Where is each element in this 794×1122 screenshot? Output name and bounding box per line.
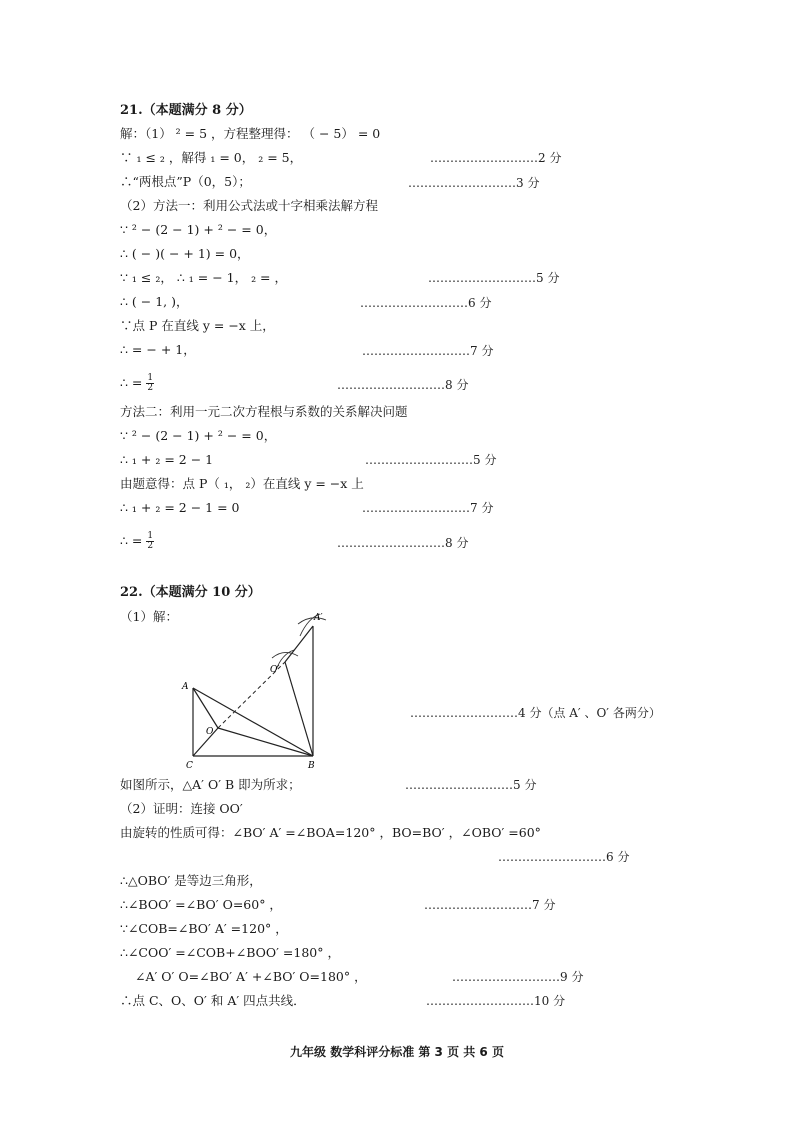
- score-mark: ………………………6 分: [498, 850, 630, 864]
- score-mark: ………………………5 分: [405, 778, 537, 792]
- score-mark: ………………………6 分: [360, 296, 492, 310]
- q21-line: ∵点 P 在直线 y = −x 上，: [120, 318, 275, 333]
- q22-line: 由旋转的性质可得：∠BO′ A′ =∠BOA=120° ，BO=BO′ ，∠OBO′ =60°: [120, 825, 541, 840]
- q21-heading: 21.（本题满分 8 分）: [120, 103, 252, 118]
- q22-line: ∴点 C、O、O′ 和 A′ 四点共线．: [120, 993, 306, 1008]
- q21-line: ∴ ₁ + ₂ = 2 − 1 = 0: [120, 500, 240, 515]
- label-B: B: [308, 761, 315, 771]
- score-mark: ………………………5 分: [428, 271, 560, 285]
- score-mark: ………………………8 分: [337, 378, 469, 392]
- q21-line: 解：（1） ² = 5 ，方程整理得： （ − 5） = 0: [120, 126, 381, 141]
- label-A-prime: A′: [314, 613, 323, 623]
- q22-line: ∴△OBO′ 是等边三角形，: [120, 873, 262, 888]
- q21-line: 方法二：利用一元二次方程根与系数的关系解决问题: [120, 404, 408, 419]
- q21-line: ∴ =: [120, 533, 147, 548]
- q21-line: ∴ =: [120, 375, 147, 390]
- fraction-one-half: [146, 532, 154, 551]
- q21-line: ∴“两根点”P（0，5）；: [120, 174, 251, 189]
- page-footer: 九年级 数学科评分标准 第 3 页 共 6 页: [290, 1045, 504, 1059]
- fraction-numerator: 1: [147, 531, 154, 541]
- fraction-one-half: [146, 374, 154, 393]
- q21-line: ∴ ( − )( − + 1) = 0，: [120, 246, 250, 261]
- q22-line: ∴∠COO′ =∠COB+∠BOO′ =180° ，: [120, 945, 340, 960]
- label-O: O: [206, 727, 214, 737]
- q21-answer-line: [120, 532, 154, 551]
- score-mark: ………………………2 分: [430, 151, 562, 165]
- label-A: A: [182, 682, 189, 692]
- score-mark: ………………………7 分: [424, 898, 556, 912]
- q22-line: 如图所示，△A′ O′ B 即为所求；: [120, 777, 301, 792]
- score-mark: ………………………9 分: [452, 970, 584, 984]
- q21-line: ∵ ² − (2 − 1) + ² − = 0，: [120, 428, 277, 443]
- score-mark: ………………………10 分: [426, 994, 566, 1008]
- label-O-prime: O′: [270, 665, 280, 675]
- q21-line: ∵ ₁ ≤ ₂ ，解得 ₁ = 0， ₂ = 5，: [120, 150, 303, 165]
- score-mark: ………………………3 分: [408, 176, 540, 190]
- q22-heading: 22.（本题满分 10 分）: [120, 585, 261, 600]
- score-mark: ………………………5 分: [365, 453, 497, 467]
- score-mark: ………………………8 分: [337, 536, 469, 550]
- q22-line: ∠A′ O′ O=∠BO′ A′ +∠BO′ O=180° ，: [135, 969, 367, 984]
- score-mark: ………………………4 分（点 A′ 、O′ 各两分）: [410, 706, 661, 720]
- q21-line: ∵ ² − (2 − 1) + ² − = 0，: [120, 222, 277, 237]
- fraction-numerator: 1: [147, 373, 154, 383]
- q21-line: ∴ = − + 1，: [120, 342, 196, 357]
- q21-answer-line: [120, 374, 154, 393]
- q22-line: ∵∠COB=∠BO′ A′ =120° ，: [120, 921, 288, 936]
- fraction-denominator: 2: [147, 383, 154, 393]
- rotation-construction-figure: [180, 606, 340, 774]
- q21-line: ∵ ₁ ≤ ₂， ∴ ₁ = − 1， ₂ = ，: [120, 270, 288, 285]
- score-mark: ………………………7 分: [362, 344, 494, 358]
- q22-line: （2）证明：连接 OO′: [120, 801, 243, 816]
- q22-line: ∴∠BOO′ =∠BO′ O=60° ，: [120, 897, 282, 912]
- q21-line: ∴ ( − 1, )，: [120, 294, 189, 309]
- q21-line: （2）方法一：利用公式法或十字相乘法解方程: [120, 198, 378, 213]
- q21-line: ∴ ₁ + ₂ = 2 − 1: [120, 452, 214, 467]
- score-mark: ………………………7 分: [362, 501, 494, 515]
- label-C: C: [186, 761, 193, 771]
- q21-line: 由题意得：点 P（ ₁， ₂）在直线 y = −x 上: [120, 476, 364, 491]
- fraction-denominator: 2: [147, 541, 154, 551]
- q22-part1: （1）解：: [120, 609, 178, 624]
